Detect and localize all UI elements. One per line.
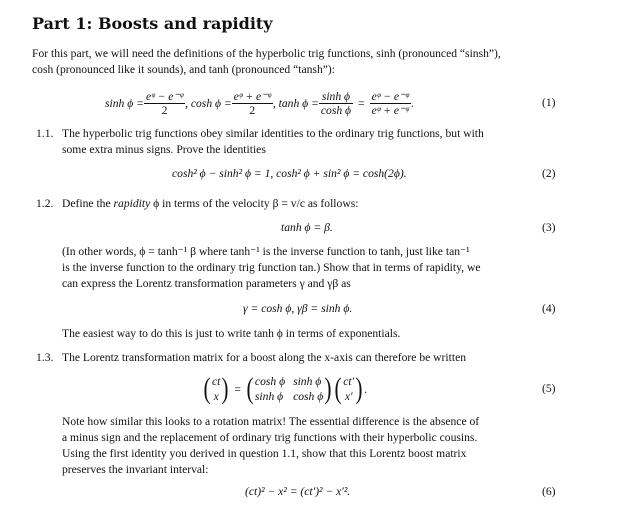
q12-label: 1.2. <box>36 197 54 210</box>
eq1-tanh-denominator-1: cosh ϕ <box>320 103 352 117</box>
eq5-m11: cosh ϕ <box>254 375 286 388</box>
eq1-tanh-denominator-2: eᵠ + e⁻ᵠ <box>371 103 409 117</box>
equation-5-number: (5) <box>542 382 556 395</box>
q12-line-1 <box>62 196 358 212</box>
equation-4: γ = cosh ϕ, γβ = sinh ϕ. <box>243 302 353 315</box>
eq1-tanh-lhs: , tanh ϕ = <box>272 96 319 110</box>
eq5-right-paren-1: ) <box>221 372 229 405</box>
q11-label: 1.1. <box>36 127 54 140</box>
eq1-tanh-numerator-1: sinh ϕ <box>319 90 353 104</box>
eq5-period: . <box>364 382 368 396</box>
q13-line-1: The Lorentz transformation matrix for a boost along the x-axis can therefore be written <box>62 351 467 364</box>
eq5-right-paren-2: ) <box>324 372 332 405</box>
eq1-tanh-fraction-1 <box>319 90 353 117</box>
eq5-left-paren-1: ( <box>203 372 211 405</box>
equation-3-number: (3) <box>542 221 556 234</box>
equation-3: tanh ϕ = β. <box>281 221 333 234</box>
eq5-lhs-bottom: x <box>213 390 219 403</box>
eq1-cosh-fraction <box>232 90 273 117</box>
q12-para-line-3: can express the Lorentz transformation parameters γ and γβ as <box>62 277 351 290</box>
q13-note-line-3: Using the first identity you derived in question 1.1, show that this Lorentz boost matrix <box>62 447 467 460</box>
eq5-matrix <box>255 374 323 404</box>
eq1-equals: = <box>358 96 365 110</box>
eq1-period: . <box>410 96 414 110</box>
intro-line-2: cosh (pronounced like it sounds), and tanh (pronounced “tansh”): <box>32 63 335 76</box>
equation-2-number: (2) <box>542 167 556 180</box>
q13-label: 1.3. <box>36 351 54 364</box>
q13-note-line-2: a minus sign and the replacement of ordinary trig functions with their hyperbolic cousins. <box>62 431 478 444</box>
eq5-rhs-bottom: x′ <box>344 390 353 403</box>
equation-1 <box>105 88 414 118</box>
equation-6-number: (6) <box>542 485 556 498</box>
q12-line-1-b: ϕ in terms of the velocity β = v/c as follows: <box>150 197 359 210</box>
eq1-tanh-numerator-2: eᵠ − e⁻ᵠ <box>371 89 409 103</box>
eq5-lhs-vector <box>212 374 220 404</box>
q13-note-line-1: Note how similar this looks to a rotation matrix! The essential difference is the absence of <box>62 415 480 428</box>
eq5-equals: = <box>234 382 241 396</box>
eq1-sinh-numerator: eᵠ − e⁻ᵠ <box>145 89 184 103</box>
equation-5 <box>202 371 367 407</box>
q12-easiest-note: The easiest way to do this is just to write tanh ϕ in terms of exponentials. <box>62 327 401 340</box>
equation-6: (ct)² − x² = (ct′)² − x′². <box>245 485 351 498</box>
q11-line-1: The hyperbolic trig functions obey similar identities to the ordinary trig functions, but with <box>62 127 484 140</box>
eq5-right-paren-3: ) <box>355 372 363 405</box>
eq5-left-paren-3: ( <box>334 372 342 405</box>
equation-4-number: (4) <box>542 302 556 315</box>
q12-line-1-a: Define the <box>62 197 114 210</box>
q13-note-line-4: preserves the invariant interval: <box>62 463 209 476</box>
q11-line-2: some extra minus signs. Prove the identities <box>62 143 266 156</box>
section-title: Part 1: Boosts and rapidity <box>32 14 273 33</box>
eq5-m21: sinh ϕ <box>254 390 284 403</box>
eq5-rhs-vector <box>343 374 354 404</box>
eq5-m12: sinh ϕ <box>293 375 322 388</box>
eq1-tanh-fraction-2 <box>370 90 411 117</box>
equation-2: cosh² ϕ − sinh² ϕ = 1, cosh² ϕ + sin² ϕ = cosh(2ϕ). <box>172 167 407 180</box>
eq5-lhs-top: ct <box>212 375 221 388</box>
intro-line-1: For this part, we will need the definitions of the hyperbolic trig functions, sinh (pronounced “sinsh”), <box>32 47 501 60</box>
equation-1-number: (1) <box>542 96 556 109</box>
eq1-sinh-denominator: 2 <box>161 103 168 117</box>
q12-para-line-1: (In other words, ϕ = tanh⁻¹ β where tanh⁻¹ is the inverse function to tanh, just like tan⁻¹ <box>62 245 470 258</box>
eq1-cosh-numerator: eᵠ + e⁻ᵠ <box>233 89 271 103</box>
eq5-m22: cosh ϕ <box>293 390 324 403</box>
eq1-cosh-lhs: , cosh ϕ = <box>185 96 232 110</box>
eq1-cosh-denominator: 2 <box>249 103 256 117</box>
eq5-left-paren-2: ( <box>246 372 254 405</box>
q12-rapidity-term: rapidity <box>113 197 151 210</box>
eq5-rhs-top: ct′ <box>343 375 355 388</box>
q12-para-line-2: is the inverse function to the ordinary trig function tan.) Show that in terms of rapidity, we <box>62 261 481 274</box>
eq1-sinh-lhs: sinh ϕ = <box>105 96 144 110</box>
eq1-sinh-fraction <box>144 90 185 117</box>
